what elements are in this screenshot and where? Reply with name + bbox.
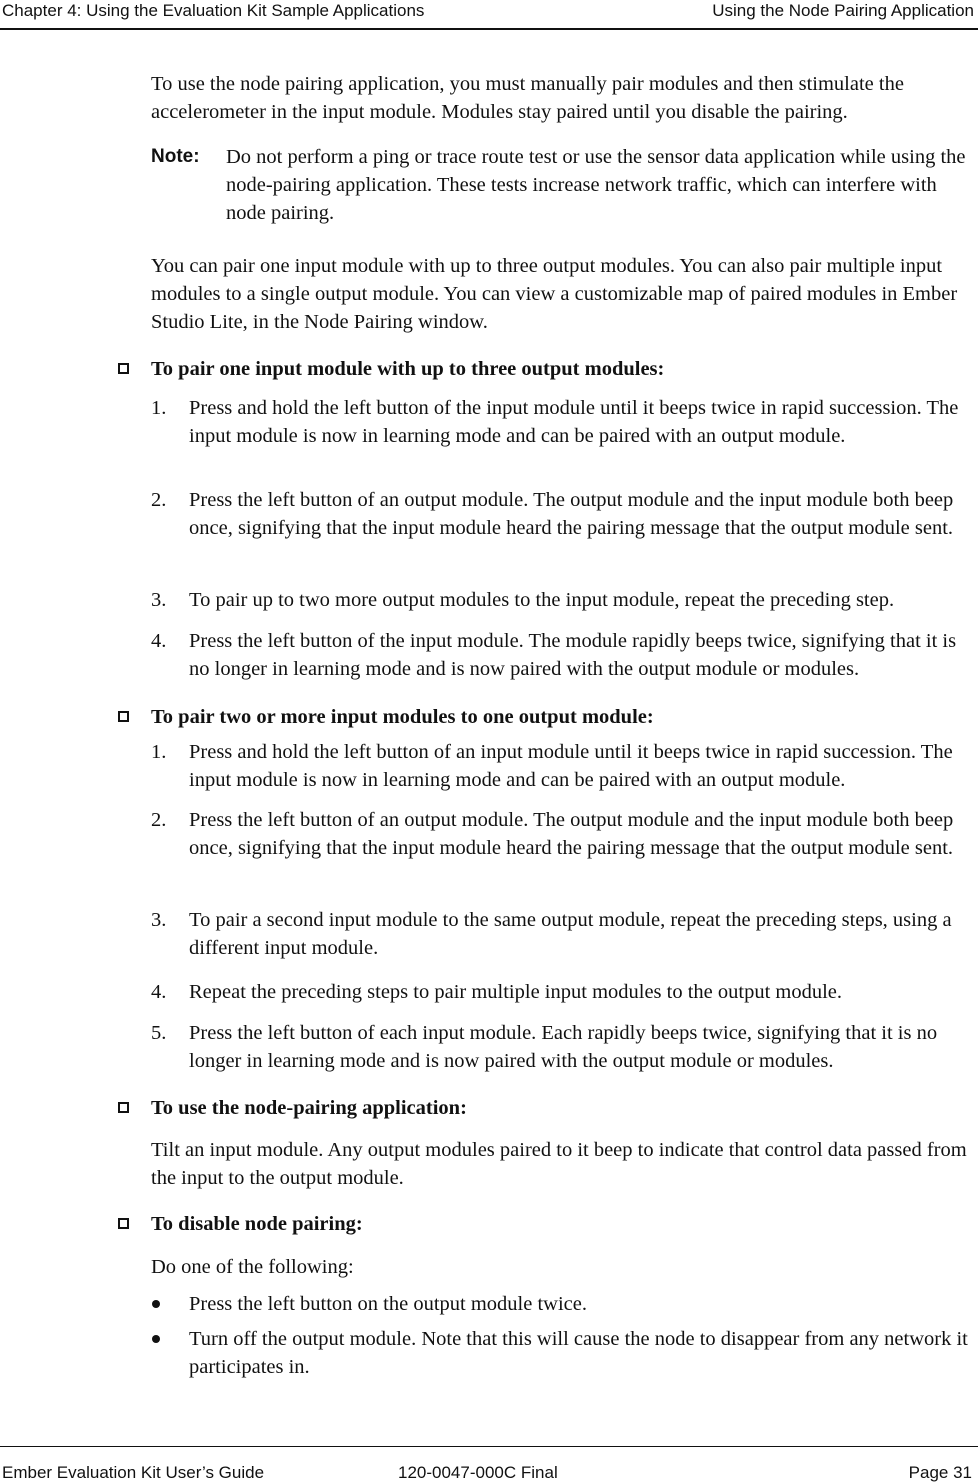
- square-bullet-icon: [118, 1102, 129, 1113]
- step-number: 3.: [151, 589, 167, 611]
- procedure-lead: Do one of the following:: [151, 1256, 354, 1278]
- page-header: [0, 0, 978, 30]
- footer-page-number: Page 31: [908, 1463, 972, 1482]
- header-chapter-title: Chapter 4: Using the Evaluation Kit Sample Applications: [2, 1, 425, 20]
- bullet-item: Press the left button on the output module twice.: [189, 1293, 587, 1315]
- overview-paragraph: You can pair one input module with up to three output modules. You can also pair multiple input modules to a single output module. You can view a customizable map of paired modules in Ember Studio Lite, in the Node Pairing window.: [151, 255, 958, 333]
- header-section-title: Using the Node Pairing Application: [712, 1, 974, 20]
- procedure-paragraph: Tilt an input module. Any output modules paired to it beep to indicate that control data passed from the input to the output module.: [151, 1139, 967, 1189]
- procedure-title: To use the node-pairing application:: [151, 1097, 467, 1119]
- step-number: 4.: [151, 981, 167, 1003]
- step-text: Press and hold the left button of an input module until it beeps twice in rapid succession. The input module is now in learning mode and can be paired with an output module.: [189, 741, 953, 791]
- bullet-dot-icon: [152, 1335, 160, 1343]
- step-number: 4.: [151, 630, 167, 652]
- step-text: To pair up to two more output modules to the input module, repeat the preceding step.: [189, 589, 895, 611]
- step-text: Repeat the preceding steps to pair multiple input modules to the output module.: [189, 981, 843, 1003]
- step-text: Press and hold the left button of the input module until it beeps twice in rapid succession. The input module is now in learning mode and can be paired with an output module.: [189, 397, 959, 447]
- page-footer: [0, 1446, 978, 1483]
- step-number: 2.: [151, 809, 167, 831]
- footer-guide-title: Ember Evaluation Kit User’s Guide: [2, 1463, 265, 1482]
- square-bullet-icon: [118, 363, 129, 374]
- step-number: 5.: [151, 1022, 167, 1044]
- step-number: 1.: [151, 741, 167, 763]
- procedure-title: To pair one input module with up to three output modules:: [151, 358, 665, 380]
- procedure-title: To disable node pairing:: [151, 1213, 363, 1235]
- step-number: 2.: [151, 489, 167, 511]
- note-label: Note:: [151, 146, 200, 167]
- square-bullet-icon: [118, 711, 129, 722]
- square-bullet-icon: [118, 1218, 129, 1229]
- step-number: 3.: [151, 909, 167, 931]
- note-text: Do not perform a ping or trace route test or use the sensor data application while using the node-pairing application. These tests increase network traffic, which can interfere with node pairing.: [226, 146, 966, 224]
- intro-paragraph: To use the node pairing application, you must manually pair modules and then stimulate the accelerometer in the input module. Modules stay paired until you disable the pairing.: [151, 73, 904, 123]
- step-text: Press the left button of an output module. The output module and the input module both beep once, signifying that the input module heard the pairing message that the output module sent.: [189, 809, 954, 859]
- bullet-item: Turn off the output module. Note that this will cause the node to disappear from any network it participates in.: [189, 1328, 968, 1378]
- bullet-dot-icon: [152, 1300, 160, 1308]
- step-number: 1.: [151, 397, 167, 419]
- step-text: To pair a second input module to the same output module, repeat the preceding steps, using a different input module.: [189, 909, 952, 959]
- procedure-title: To pair two or more input modules to one output module:: [151, 706, 654, 728]
- step-text: Press the left button of each input module. Each rapidly beeps twice, signifying that it is no longer in learning mode and is now paired with the output module or modules.: [189, 1022, 938, 1072]
- footer-document-number: 120-0047-000C Final: [398, 1463, 558, 1482]
- step-text: Press the left button of the input module. The module rapidly beeps twice, signifying that it is no longer in learning mode and is now paired with the output module or modules.: [189, 630, 957, 680]
- step-text: Press the left button of an output module. The output module and the input module both beep once, signifying that the input module heard the pairing message that the output module sent.: [189, 489, 954, 539]
